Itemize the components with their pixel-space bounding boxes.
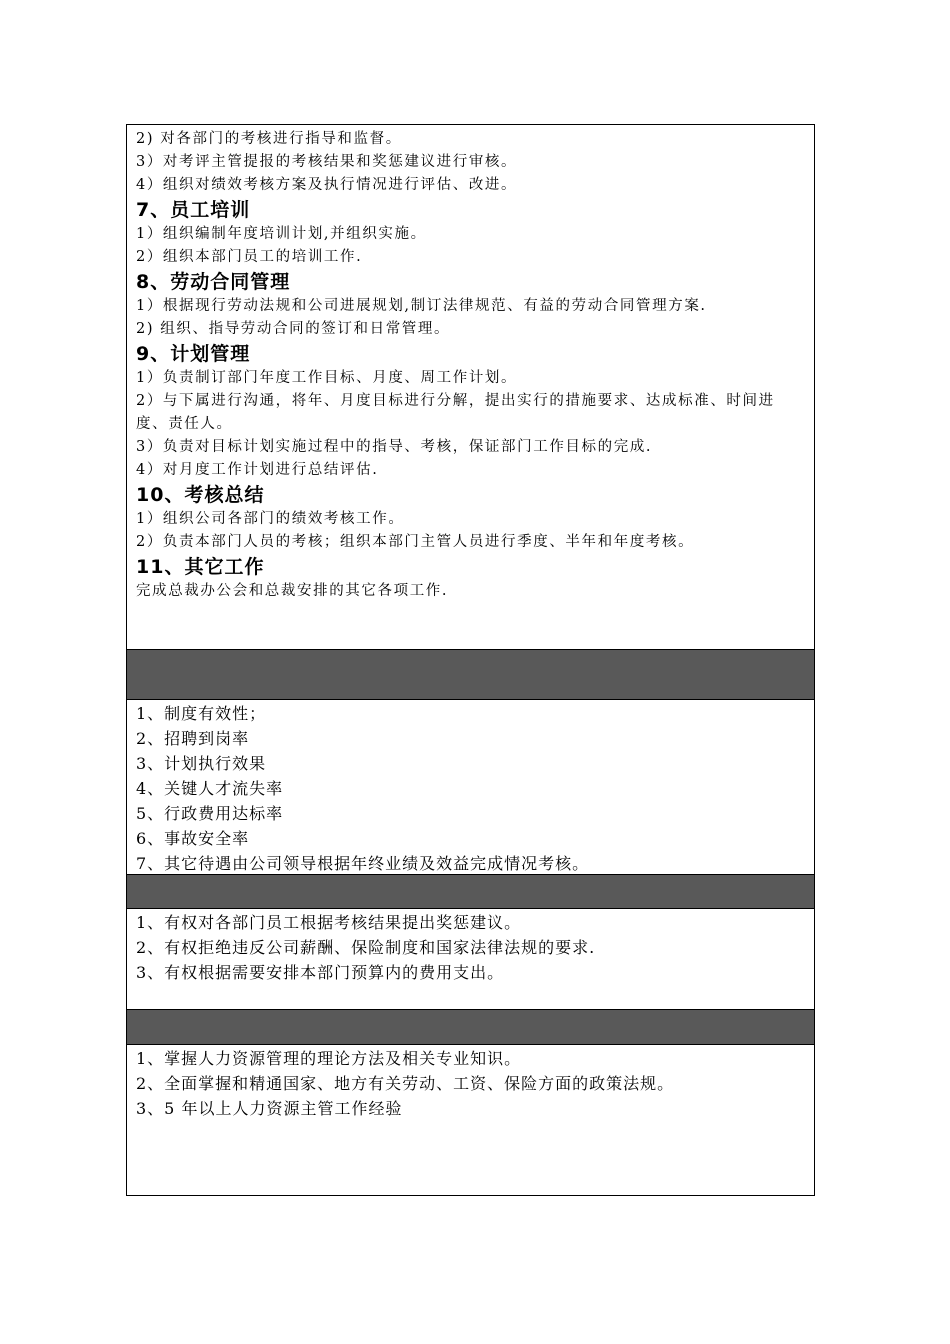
kpi-item: 7、其它待遇由公司领导根据年终业绩及效益完成情况考核。 — [136, 854, 590, 873]
section-heading: 7、员工培训 — [136, 199, 251, 221]
section-heading: 9、计划管理 — [136, 343, 251, 365]
kpi-item: 2、招聘到岗率 — [136, 729, 250, 748]
section-heading: 11、其它工作 — [136, 556, 265, 578]
qualification-item: 1、掌握人力资源管理的理论方法及相关专业知识。 — [136, 1049, 522, 1068]
section-header-bar — [127, 874, 814, 909]
duty-line: 2) 对各部门的考核进行指导和监督。 — [136, 131, 402, 147]
duty-line: 2) 组织、指导劳动合同的签订和日常管理。 — [136, 321, 451, 337]
duty-line: 1）负责制订部门年度工作目标、月度、周工作计划。 — [136, 370, 518, 386]
qualifications-cell — [127, 1045, 814, 1195]
kpi-item: 1、制度有效性； — [136, 704, 267, 723]
job-description-table — [126, 124, 815, 1196]
section-header-bar — [127, 649, 814, 700]
kpi-item: 6、事故安全率 — [136, 829, 250, 848]
duty-line: 3）对考评主管提报的考核结果和奖惩建议进行审核。 — [136, 154, 518, 170]
duty-line: 2）与下属进行沟通，将年、月度目标进行分解，提出实行的措施要求、达成标准、时间进度、责任人。 — [136, 393, 775, 432]
qualification-item: 3、5 年以上人力资源主管工作经验 — [136, 1099, 403, 1118]
kpi-item: 5、行政费用达标率 — [136, 804, 284, 823]
duty-line: 4）组织对绩效考核方案及执行情况进行评估、改进。 — [136, 177, 518, 193]
duty-line: 2）组织本部门员工的培训工作. — [136, 249, 363, 265]
duty-line: 3）负责对目标计划实施过程中的指导、考核，保证部门工作目标的完成. — [136, 439, 653, 455]
authority-item: 3、有权根据需要安排本部门预算内的费用支出。 — [136, 963, 505, 982]
duty-line: 1）组织编制年度培训计划,并组织实施。 — [136, 226, 427, 242]
duty-line: 1）根据现行劳动法规和公司进展规划,制订法律规范、有益的劳动合同管理方案. — [136, 298, 707, 314]
authority-item: 2、有权拒绝违反公司薪酬、保险制度和国家法律法规的要求. — [136, 938, 596, 957]
kpi-item: 4、关键人才流失率 — [136, 779, 284, 798]
duty-line: 2）负责本部门人员的考核；组织本部门主管人员进行季度、半年和年度考核。 — [136, 534, 695, 550]
section-heading: 8、劳动合同管理 — [136, 271, 291, 293]
kpi-cell — [127, 700, 814, 874]
duty-line: 1）组织公司各部门的绩效考核工作。 — [136, 511, 405, 527]
authority-item: 1、有权对各部门员工根据考核结果提出奖惩建议。 — [136, 913, 522, 932]
duties-cell — [127, 125, 814, 649]
section-header-bar — [127, 1009, 814, 1045]
kpi-item: 3、计划执行效果 — [136, 754, 267, 773]
duty-line: 完成总裁办公会和总裁安排的其它各项工作. — [136, 583, 449, 599]
duty-line: 4）对月度工作计划进行总结评估. — [136, 462, 379, 478]
section-heading: 10、考核总结 — [136, 484, 265, 506]
authority-cell — [127, 909, 814, 1009]
qualification-item: 2、全面掌握和精通国家、地方有关劳动、工资、保险方面的政策法规。 — [136, 1074, 675, 1093]
